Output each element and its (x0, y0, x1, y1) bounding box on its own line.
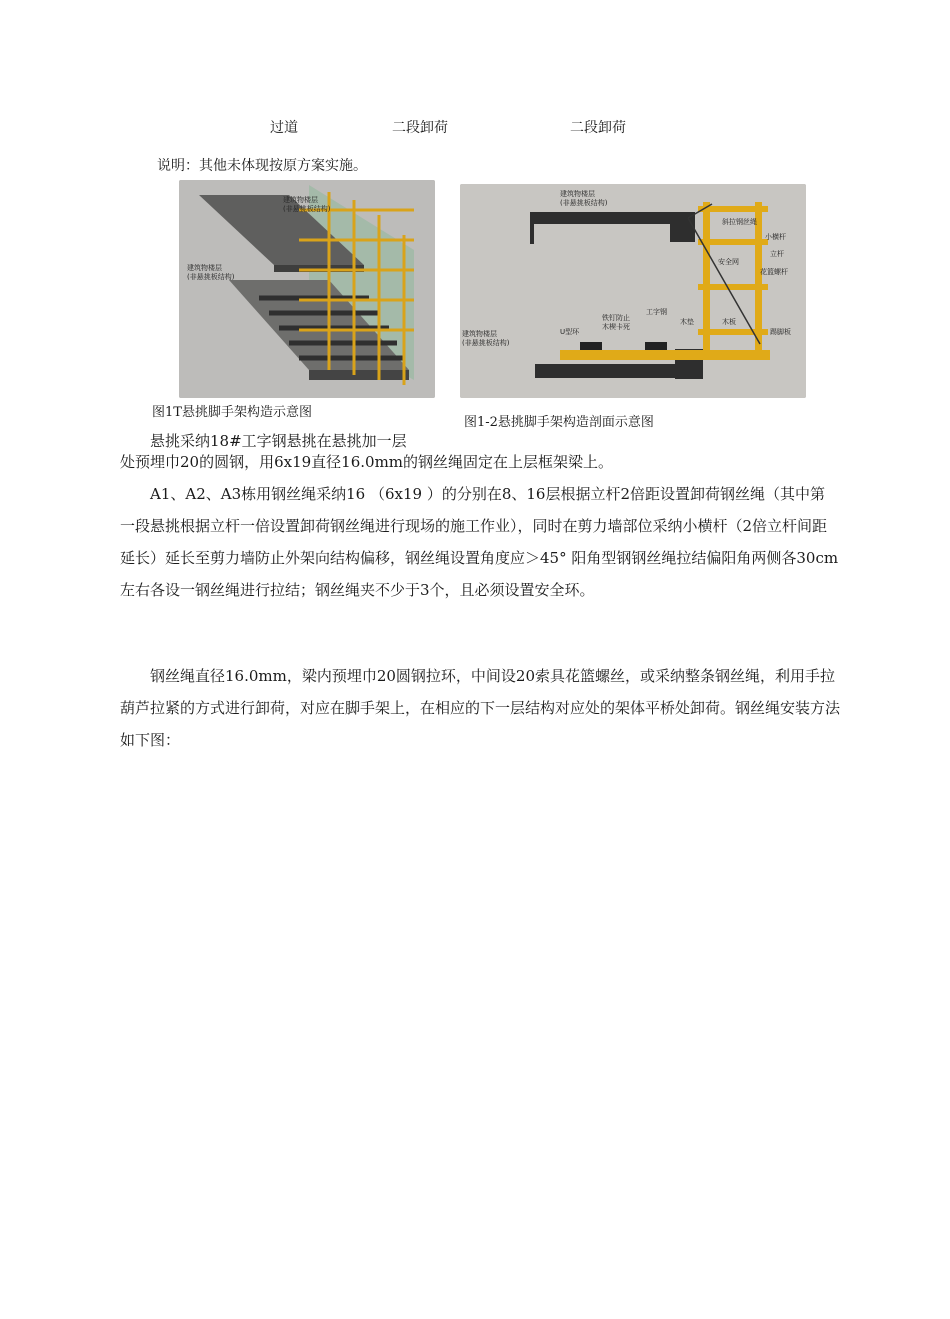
fig2-label-bottom-floor: 建筑物楼层 (462, 330, 497, 338)
fig2-label-nail: 铁钉防止 (602, 314, 630, 322)
fig2-label-u-ring: U型环 (560, 328, 580, 336)
fig2-label-toe-board: 踢脚板 (770, 328, 791, 336)
header-col-unload-2: 二段卸荷 (570, 120, 626, 136)
fig2-label-post: 立杆 (770, 250, 784, 258)
figure-1-drawing (179, 180, 435, 398)
fig1-label-top-sub: (非悬挑板结构) (283, 205, 331, 213)
paragraph-1-line-2: 处预埋巾20的圆钢，用6x19直径16.0mm的钢丝绳固定在上层框架梁上。 (120, 453, 614, 471)
fig2-label-wood-board: 木垫 (680, 318, 694, 326)
fig1-label-top: 建筑物楼层 (283, 196, 318, 204)
fig2-label-i-beam: 工字钢 (646, 308, 667, 316)
fig2-label-top-floor: 建筑物楼层 (560, 190, 595, 198)
header-col-unload-1: 二段卸荷 (392, 120, 448, 136)
fig2-label-wedge: 木楔卡死 (602, 323, 630, 331)
paragraph-2: A1、A2、A3栋用钢丝绳采纳16 （6x19 ）的分别在8、16层根据立杆2倍距设置卸荷钢丝绳（其中第一段悬挑根据立杆一倍设置卸荷钢丝绳进行现场的施工作业），同时在剪力墙部位采纳小横杆（2倍立杆间距延长）延长至剪力墙防止外架向结构偏移，钢丝绳设置角度应＞45° 阳角型钢钢丝绳拉结偏阳角两侧各30cm左右各设一钢丝绳进行拉结；钢丝绳夹不少于3个，且必须设置安全环。 (120, 485, 839, 599)
figure-2-drawing (460, 184, 806, 398)
fig1-label-bottom-sub: (非悬挑板结构) (187, 273, 235, 281)
paragraph-3: 钢丝绳直径16.0mm，梁内预埋巾20圆钢拉环，中间设20索具花篮螺丝，或采纳整条钢丝绳，利用手拉葫芦拉紧的方式进行卸荷，对应在脚手架上，在相应的下一层结构对应处的架体平桥处卸荷。钢丝绳安装方法如下图： (120, 667, 841, 749)
fig2-label-bottom-floor-sub: (非悬挑板结构) (462, 339, 510, 347)
fig2-label-top-floor-sub: (非悬挑板结构) (560, 199, 608, 207)
paragraph-1-line-1: 悬挑采纳18#工字钢悬挑在悬挑加一层 (150, 432, 407, 450)
figure-2-caption: 图1-2悬挑脚手架构造剖面示意图 (464, 415, 654, 430)
figure-1-caption: 图1T悬挑脚手架构造示意图 (152, 405, 312, 420)
fig2-label-basket: 花篮螺杆 (760, 268, 788, 276)
figure-2-image (460, 184, 806, 398)
fig2-label-safety-net: 安全网 (718, 258, 739, 266)
header-col-passage: 过道 (270, 120, 298, 136)
note-text: 说明：其他未体现按原方案实施。 (157, 158, 367, 174)
figure-1-image (179, 180, 435, 398)
fig2-label-diagonal: 斜拉钢丝绳 (722, 218, 757, 226)
fig1-label-bottom: 建筑物楼层 (187, 264, 222, 272)
fig2-label-small-bar: 小横杆 (765, 233, 786, 241)
fig2-label-wood-plate: 木板 (722, 318, 736, 326)
